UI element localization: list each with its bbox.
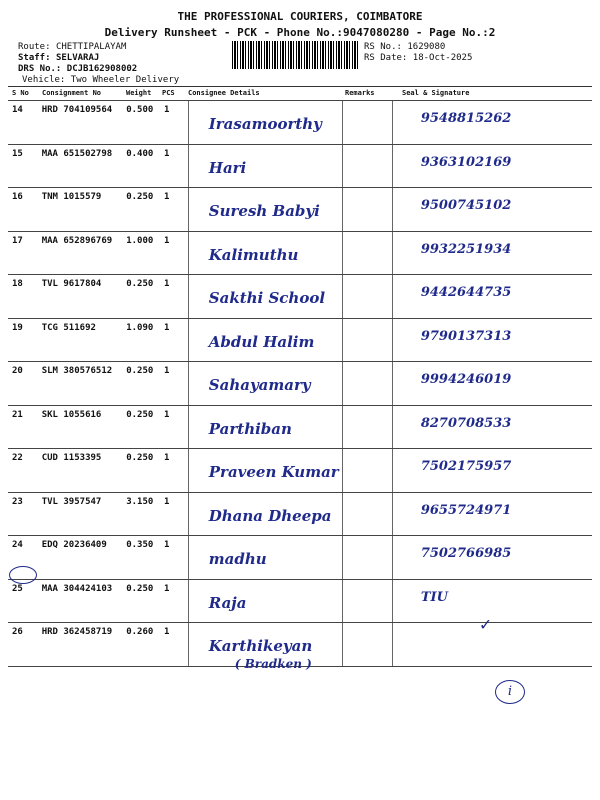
signature-handwritten: 9994246019 bbox=[420, 372, 512, 387]
signature-handwritten: 9790137313 bbox=[420, 328, 512, 344]
company-title: THE PROFESSIONAL COURIERS, COIMBATORE bbox=[177, 10, 423, 23]
rs-date-line bbox=[364, 53, 472, 63]
row-signature bbox=[392, 231, 592, 275]
vehicle-label: Vehicle: bbox=[22, 75, 66, 85]
drs-label: DRS No.: bbox=[18, 64, 62, 74]
row-pcs: 1 bbox=[164, 318, 188, 362]
table-row bbox=[8, 231, 592, 275]
row-pcs: 1 bbox=[164, 362, 188, 406]
row-remarks bbox=[342, 492, 392, 536]
row-signature bbox=[392, 362, 592, 406]
col-remarks: Remarks bbox=[345, 89, 375, 97]
route-value: CHETTIPALAYAM bbox=[55, 42, 127, 52]
route-line bbox=[18, 42, 126, 52]
signature-handwritten: TIU bbox=[420, 589, 448, 605]
row-pcs: 1 bbox=[164, 405, 188, 449]
row-consignment: EDQ 20236409 bbox=[42, 536, 126, 580]
circle-mark-row-25 bbox=[9, 566, 37, 584]
row-pcs: 1 bbox=[164, 623, 188, 667]
row-sno: 15 bbox=[8, 144, 42, 188]
row-remarks bbox=[342, 318, 392, 362]
row-signature bbox=[392, 536, 592, 580]
row-sno: 24 bbox=[8, 536, 42, 580]
row-consignee bbox=[188, 231, 342, 275]
table-row bbox=[8, 188, 592, 232]
table-row bbox=[8, 101, 592, 145]
row-pcs: 1 bbox=[164, 536, 188, 580]
table-row bbox=[8, 362, 592, 406]
row-remarks bbox=[342, 579, 392, 623]
row-pcs: 1 bbox=[164, 231, 188, 275]
row-consignment: SKL 1055616 bbox=[42, 405, 126, 449]
col-sno: S No bbox=[12, 89, 29, 97]
circled-i-mark: i bbox=[495, 680, 525, 704]
row-consignment: CUD 1153395 bbox=[42, 449, 126, 493]
row-signature bbox=[392, 188, 592, 232]
row-remarks bbox=[342, 188, 392, 232]
staff-label: Staff: bbox=[18, 53, 51, 63]
consignee-handwritten: Sakthi School bbox=[208, 289, 326, 307]
row-consignee bbox=[188, 362, 342, 406]
table-row bbox=[8, 449, 592, 493]
rs-no-label: RS No.: bbox=[364, 42, 402, 52]
row-weight: 0.250 bbox=[126, 405, 164, 449]
row-weight: 1.090 bbox=[126, 318, 164, 362]
row-sno: 23 bbox=[8, 492, 42, 536]
table-row bbox=[8, 318, 592, 362]
row-pcs: 1 bbox=[164, 188, 188, 232]
consignee-handwritten: madhu bbox=[208, 550, 267, 568]
row-sno: 18 bbox=[8, 275, 42, 319]
row-consignee bbox=[188, 449, 342, 493]
row-consignment: TCG 511692 bbox=[42, 318, 126, 362]
row-consignee bbox=[188, 188, 342, 232]
row-consignee bbox=[188, 144, 342, 188]
table-row bbox=[8, 579, 592, 623]
row-sno: 25 bbox=[8, 579, 42, 623]
consignee-handwritten: Hari bbox=[208, 158, 247, 177]
row-remarks bbox=[342, 536, 392, 580]
row-pcs: 1 bbox=[164, 275, 188, 319]
row-pcs: 1 bbox=[164, 492, 188, 536]
row-weight: 0.250 bbox=[126, 362, 164, 406]
signature-handwritten: 8270708533 bbox=[420, 415, 512, 431]
rs-date-label: RS Date: bbox=[364, 53, 408, 63]
row-consignment: TVL 9617804 bbox=[42, 275, 126, 319]
row-consignee bbox=[188, 405, 342, 449]
consignee-handwritten: Praveen Kumar bbox=[208, 463, 339, 481]
row-consignment: MAA 304424103 bbox=[42, 579, 126, 623]
row-remarks bbox=[342, 362, 392, 406]
row-signature bbox=[392, 275, 592, 319]
signature-handwritten: 9363102169 bbox=[420, 154, 512, 170]
drs-line bbox=[18, 64, 137, 74]
col-consignment: Consignment No bbox=[42, 89, 102, 97]
runsheet-rows bbox=[8, 101, 592, 671]
row-pcs: 1 bbox=[164, 144, 188, 188]
row-consignee bbox=[188, 492, 342, 536]
table-row bbox=[8, 144, 592, 188]
signature-handwritten: 9442644735 bbox=[420, 285, 512, 300]
consignee-handwritten: Karthikeyan bbox=[208, 637, 313, 655]
row-sno: 22 bbox=[8, 449, 42, 493]
row-consignment: HRD 704109564 bbox=[42, 101, 126, 145]
row-weight: 1.000 bbox=[126, 231, 164, 275]
row-consignment: MAA 652896769 bbox=[42, 231, 126, 275]
signature-handwritten: 7502766985 bbox=[420, 546, 512, 561]
check-mark: ✓ bbox=[480, 614, 491, 635]
row-consignment: HRD 362458719 bbox=[42, 623, 126, 667]
col-consignee: Consignee Details bbox=[188, 89, 260, 97]
row-weight: 0.350 bbox=[126, 536, 164, 580]
row-weight: 3.150 bbox=[126, 492, 164, 536]
consignee-handwritten: Irasamoorthy bbox=[208, 115, 322, 133]
signature-handwritten: 9548815262 bbox=[420, 111, 512, 126]
staff-line bbox=[18, 53, 99, 63]
consignee-handwritten: Suresh Babyi bbox=[208, 202, 320, 220]
vehicle-line bbox=[22, 75, 179, 85]
rs-no-value: 1629080 bbox=[407, 42, 446, 52]
table-row bbox=[8, 405, 592, 449]
row-weight: 0.250 bbox=[126, 579, 164, 623]
row-weight: 0.250 bbox=[126, 275, 164, 319]
row-signature bbox=[392, 405, 592, 449]
vehicle-value: Two Wheeler Delivery bbox=[70, 75, 180, 85]
consignee-handwritten: Abdul Halim bbox=[208, 332, 315, 351]
row-remarks bbox=[342, 623, 392, 667]
row-pcs: 1 bbox=[164, 449, 188, 493]
row-consignee bbox=[188, 579, 342, 623]
signature-handwritten: 9932251934 bbox=[420, 241, 512, 257]
consignee-handwritten: Kalimuthu bbox=[208, 245, 299, 264]
row-remarks bbox=[342, 449, 392, 493]
row-consignee bbox=[188, 318, 342, 362]
row-signature bbox=[392, 623, 592, 667]
consignee-handwritten: Dhana Dheepa bbox=[208, 506, 332, 525]
row-remarks bbox=[342, 144, 392, 188]
row-weight: 0.250 bbox=[126, 449, 164, 493]
col-pcs: PCS bbox=[162, 89, 175, 97]
row-sno: 16 bbox=[8, 188, 42, 232]
col-weight: Weight bbox=[126, 89, 152, 97]
row-signature bbox=[392, 579, 592, 623]
row-pcs: 1 bbox=[164, 579, 188, 623]
runsheet-table bbox=[8, 100, 592, 671]
row-remarks bbox=[342, 231, 392, 275]
row-sno: 21 bbox=[8, 405, 42, 449]
rs-date-value: 18-Oct-2025 bbox=[412, 53, 473, 63]
consignee-handwritten-note: ( Bradken ) bbox=[234, 657, 312, 671]
row-consignment: MAA 651502798 bbox=[42, 144, 126, 188]
runsheet-title: Delivery Runsheet - PCK - Phone No.:9047080280 - Page No.:2 bbox=[104, 26, 496, 39]
table-row bbox=[8, 623, 592, 667]
row-consignment: TNM 1015579 bbox=[42, 188, 126, 232]
row-weight: 0.400 bbox=[126, 144, 164, 188]
row-remarks bbox=[342, 101, 392, 145]
row-signature bbox=[392, 449, 592, 493]
drs-value: DCJB162908002 bbox=[66, 64, 138, 74]
consignee-handwritten: Sahayamary bbox=[208, 376, 311, 394]
signature-handwritten: 7502175957 bbox=[420, 459, 512, 474]
col-seal: Seal & Signature bbox=[402, 89, 470, 97]
row-consignment: SLM 380576512 bbox=[42, 362, 126, 406]
row-sno: 19 bbox=[8, 318, 42, 362]
route-label: Route: bbox=[18, 42, 51, 52]
row-consignee bbox=[188, 536, 342, 580]
row-signature bbox=[392, 318, 592, 362]
row-sno: 14 bbox=[8, 101, 42, 145]
row-remarks bbox=[342, 405, 392, 449]
consignee-handwritten: Raja bbox=[208, 593, 247, 612]
signature-handwritten: 9500745102 bbox=[420, 198, 512, 213]
row-signature bbox=[392, 492, 592, 536]
consignee-handwritten: Parthiban bbox=[208, 419, 292, 438]
row-sno: 20 bbox=[8, 362, 42, 406]
row-pcs: 1 bbox=[164, 101, 188, 145]
row-weight: 0.260 bbox=[126, 623, 164, 667]
header-rule bbox=[8, 86, 592, 87]
row-sno: 17 bbox=[8, 231, 42, 275]
table-row bbox=[8, 536, 592, 580]
row-weight: 0.250 bbox=[126, 188, 164, 232]
row-consignment: TVL 3957547 bbox=[42, 492, 126, 536]
staff-value: SELVARAJ bbox=[55, 53, 100, 63]
table-row bbox=[8, 492, 592, 536]
row-remarks bbox=[342, 275, 392, 319]
table-row bbox=[8, 275, 592, 319]
row-consignee bbox=[188, 275, 342, 319]
signature-handwritten: 9655724971 bbox=[420, 502, 512, 518]
row-weight: 0.500 bbox=[126, 101, 164, 145]
row-consignee bbox=[188, 623, 342, 671]
row-consignee bbox=[188, 101, 342, 145]
row-sno: 26 bbox=[8, 623, 42, 667]
row-signature bbox=[392, 101, 592, 145]
barcode bbox=[232, 41, 358, 69]
row-signature bbox=[392, 144, 592, 188]
rs-no-line bbox=[364, 42, 445, 52]
